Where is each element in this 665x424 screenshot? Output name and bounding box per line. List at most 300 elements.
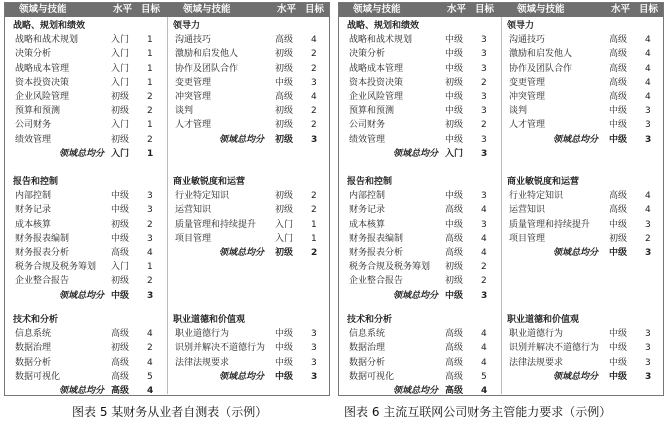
average-target: 3 [311,371,318,382]
skill-target: 2 [481,262,487,273]
left-average-row [5,246,329,260]
average-target: 3 [645,248,652,258]
skill-level: 初级 [111,92,130,102]
skill-level: 高级 [609,92,628,102]
skill-target: 2 [481,120,487,131]
skill-target: 3 [645,106,651,117]
skill-level: 中级 [275,343,294,354]
skill-level: 中级 [609,219,628,230]
skill-name: 运营知识 [175,205,212,216]
skill-target: 2 [311,49,317,60]
left-average-row [5,133,329,147]
skill-level: 高级 [609,63,628,74]
skill-target: 3 [481,219,487,230]
right-header-skill: 领域与技能 [517,4,565,15]
skill-target: 2 [147,343,153,354]
skill-target: 4 [147,357,153,368]
right-section-title: 技术和分析 [347,315,393,325]
skill-name: 谈判 [175,106,194,117]
skill-level: 中级 [275,329,294,340]
skill-level: 高级 [111,357,130,368]
average-level: 入门 [111,148,130,159]
average-label: 领域总均分 [59,290,105,301]
skill-level: 中级 [609,357,628,368]
right-skill-row [339,47,663,61]
skill-name: 法律法规要求 [509,357,564,368]
skill-level: 高级 [609,205,628,216]
skill-name: 冲突管理 [509,92,546,102]
skill-target: 3 [311,343,317,354]
skill-level: 中级 [445,49,464,60]
skill-level: 入门 [111,35,130,46]
right-skill-row [339,218,663,232]
skill-level: 初级 [275,49,294,60]
skill-name: 战略和战术规划 [15,35,79,46]
skill-target: 2 [147,92,153,102]
average-target: 3 [645,134,652,145]
right-skill-row [339,189,663,203]
skill-name: 项目管理 [175,233,212,244]
skill-target: 4 [645,92,651,102]
average-target: 4 [481,386,488,396]
left-average-row [5,147,329,161]
right-section-title: 报告和控制 [347,177,393,187]
skill-name: 运营知识 [509,205,546,216]
skill-target: 3 [311,77,317,88]
average-label: 领域总均分 [553,248,599,258]
skill-name: 变更管理 [509,77,546,88]
skill-name: 财务报表编制 [349,233,404,244]
skill-target: 4 [645,205,651,216]
average-target: 3 [147,290,154,301]
skill-level: 高级 [445,205,464,216]
left-header-skill: 领域与技能 [183,4,231,15]
skill-name: 公司财务 [349,120,386,131]
skill-level: 入门 [111,49,130,60]
skill-level: 中级 [445,219,464,230]
skill-target: 3 [481,35,487,46]
right-average-row [339,384,663,398]
right-average-row [339,133,663,147]
skill-level: 初级 [609,233,628,244]
skill-name: 质量管理和持续提升 [175,219,257,230]
average-level: 初级 [275,248,294,258]
skill-name: 决策分析 [349,49,386,60]
skill-name: 预算和预测 [349,106,395,117]
skill-target: 4 [645,35,651,46]
skill-name: 财务报表编制 [15,233,70,244]
left-skill-row [5,76,329,90]
skill-name: 职业道德行为 [509,329,564,340]
left-section-title: 商业敏锐度和运营 [173,177,246,187]
skill-name: 绩效管理 [349,134,386,145]
skill-target: 2 [311,120,317,131]
skill-name: 协作及团队合作 [175,63,239,74]
skill-target: 2 [311,191,317,202]
average-level: 中级 [111,290,130,301]
left-header [5,3,329,17]
left-skill-row [5,33,329,47]
skill-name: 谈判 [509,106,528,117]
skill-name: 变更管理 [175,77,212,88]
requirements-table [338,2,664,396]
skill-level: 初级 [445,120,464,131]
skill-target: 3 [481,92,487,102]
skill-target: 3 [147,233,153,244]
skill-target: 3 [311,329,317,340]
average-level: 中级 [445,290,464,301]
left-skill-row [5,260,329,274]
skill-target: 3 [147,191,153,202]
skill-level: 入门 [111,120,130,131]
skill-level: 中级 [445,191,464,202]
left-average-row [5,384,329,398]
skill-level: 初级 [445,77,464,88]
left-skill-row [5,274,329,288]
right-skill-row [339,341,663,355]
average-level: 中级 [609,134,628,145]
left-skill-row [5,356,329,370]
skill-target: 2 [147,219,153,230]
skill-target: 1 [311,233,317,244]
skill-level: 高级 [445,233,464,244]
skill-level: 入门 [275,219,294,230]
skill-target: 4 [481,233,487,244]
right-header-level: 水平 [447,4,467,15]
skill-level: 高级 [445,357,464,368]
average-target: 3 [481,290,488,301]
skill-target: 3 [147,205,153,216]
skill-level: 中级 [445,92,464,102]
skill-target: 2 [481,77,487,88]
skill-name: 数据可视化 [349,371,395,382]
skill-level: 初级 [275,120,294,131]
skill-target: 3 [645,120,651,131]
skill-name: 法律法规要求 [175,357,230,368]
skill-name: 人才管理 [509,120,546,131]
skill-name: 项目管理 [509,233,546,244]
average-label: 领域总均分 [393,386,439,396]
skill-name: 信息系统 [15,329,52,340]
skill-level: 初级 [111,343,130,354]
skill-name: 质量管理和持续提升 [509,219,591,230]
caption-right: 图表 6 主流互联网公司财务主管能力要求（示例） [344,405,612,419]
skill-name: 人才管理 [175,120,212,131]
average-label: 领域总均分 [219,134,265,145]
average-target: 3 [645,371,652,382]
right-skill-row [339,327,663,341]
skill-name: 信息系统 [349,329,386,340]
skill-level: 高级 [609,49,628,60]
skill-level: 初级 [275,191,294,202]
left-header-level: 水平 [277,4,297,15]
skill-level: 高级 [445,343,464,354]
skill-name: 数据分析 [349,357,386,368]
skill-level: 初级 [111,106,130,117]
skill-name: 资本投资决策 [349,77,404,88]
skill-target: 2 [147,276,153,287]
average-label: 领域总均分 [393,290,439,301]
skill-level: 初级 [275,106,294,117]
skill-level: 中级 [609,120,628,131]
skill-name: 资本投资决策 [15,77,70,88]
left-skill-row [5,203,329,217]
skill-level: 高级 [275,92,294,102]
right-header-skill: 领域与技能 [353,4,401,15]
skill-level: 中级 [609,106,628,117]
right-skill-row [339,203,663,217]
average-level: 高级 [111,386,130,396]
skill-level: 中级 [275,77,294,88]
skill-level: 中级 [445,35,464,46]
skill-target: 4 [147,248,153,258]
skill-level: 高级 [111,371,130,382]
skill-level: 入门 [275,233,294,244]
skill-name: 行业特定知识 [175,191,230,202]
skill-name: 公司财务 [15,120,52,131]
skill-name: 财务报表分析 [15,248,70,258]
left-skill-row [5,189,329,203]
skill-level: 入门 [111,63,130,74]
skill-level: 高级 [445,371,464,382]
right-section-title: 战略、规划和绩效 [347,21,420,31]
skill-name: 战略成本管理 [15,63,70,74]
skill-level: 初级 [111,276,130,287]
skill-level: 高级 [445,248,464,258]
average-label: 领域总均分 [59,386,105,396]
left-skill-row [5,218,329,232]
right-section-title: 领导力 [507,21,535,31]
skill-name: 财务记录 [349,205,386,216]
skill-target: 2 [147,106,153,117]
average-label: 领域总均分 [59,148,105,159]
right-average-row [339,289,663,303]
skill-target: 4 [481,357,487,368]
left-skill-row [5,232,329,246]
skill-target: 5 [481,371,487,382]
skill-level: 高级 [275,35,294,46]
right-header-level: 水平 [611,4,631,15]
skill-target: 4 [311,35,317,46]
skill-name: 企业整合报告 [349,276,404,287]
left-section-title: 战略、规划和绩效 [13,21,86,31]
skill-name: 绩效管理 [15,134,52,145]
skill-target: 4 [481,205,487,216]
skill-name: 战略成本管理 [349,63,404,74]
skill-level: 中级 [445,63,464,74]
skill-name: 数据可视化 [15,371,61,382]
average-level: 中级 [609,371,628,382]
skill-target: 4 [645,49,651,60]
average-label: 领域总均分 [219,248,265,258]
skill-name: 冲突管理 [175,92,212,102]
skill-target: 4 [645,63,651,74]
skill-name: 数据分析 [15,357,52,368]
right-skill-row [339,260,663,274]
left-header-level: 水平 [113,4,133,15]
skill-name: 识别并解决不道德行为 [509,343,600,354]
right-section-title: 商业敏锐度和运营 [507,177,580,187]
average-level: 入门 [445,148,464,159]
skill-name: 成本核算 [15,219,52,230]
skill-level: 入门 [111,77,130,88]
skill-target: 1 [147,77,153,88]
skill-target: 3 [645,329,651,340]
skill-target: 1 [147,63,153,74]
skill-target: 2 [481,276,487,287]
skill-target: 3 [481,63,487,74]
skill-name: 激励和启发他人 [175,49,239,60]
self-assessment-table [4,2,330,396]
left-header-skill: 领域与技能 [19,4,67,15]
skill-name: 企业整合报告 [15,276,70,287]
skill-target: 5 [147,371,153,382]
right-skill-row [339,274,663,288]
skill-name: 预算和预测 [15,106,61,117]
skill-target: 4 [311,92,317,102]
left-skill-row [5,62,329,76]
skill-target: 1 [311,219,317,230]
skill-level: 高级 [609,191,628,202]
skill-level: 中级 [609,343,628,354]
skill-level: 高级 [111,329,130,340]
right-skill-row [339,356,663,370]
average-label: 领域总均分 [393,148,439,159]
skill-level: 高级 [609,77,628,88]
right-skill-row [339,104,663,118]
skill-name: 沟通技巧 [175,35,212,46]
skill-name: 财务报表分析 [349,248,404,258]
skill-target: 3 [645,343,651,354]
right-header-target: 目标 [639,4,659,15]
skill-target: 3 [481,134,487,145]
left-average-row [5,370,329,384]
average-target: 3 [481,148,488,159]
left-section-title: 技术和分析 [13,315,59,325]
skill-name: 决策分析 [15,49,52,60]
left-skill-row [5,118,329,132]
average-level: 中级 [609,248,628,258]
right-average-row [339,246,663,260]
average-level: 高级 [445,386,464,396]
skill-name: 激励和启发他人 [509,49,573,60]
skill-name: 税务合规及税务筹划 [15,262,97,273]
skill-target: 3 [645,357,651,368]
skill-name: 内部控制 [349,191,386,202]
right-skill-row [339,232,663,246]
average-level: 初级 [275,134,294,145]
skill-name: 行业特定知识 [509,191,564,202]
skill-target: 3 [481,49,487,60]
right-skill-row [339,62,663,76]
skill-level: 入门 [111,262,130,273]
average-label: 领域总均分 [553,371,599,382]
skill-target: 3 [645,219,651,230]
skill-target: 2 [645,233,651,244]
left-section-title: 领导力 [173,21,201,31]
skill-level: 中级 [111,205,130,216]
skill-target: 2 [147,134,153,145]
skill-level: 初级 [275,63,294,74]
skill-level: 中级 [111,191,130,202]
skill-name: 职业道德行为 [175,329,230,340]
skill-target: 2 [311,205,317,216]
skill-name: 数据治理 [349,343,386,354]
left-section-title: 报告和控制 [13,177,59,187]
skill-name: 协作及团队合作 [509,63,573,74]
average-target: 4 [147,386,154,396]
skill-target: 3 [481,106,487,117]
left-skill-row [5,90,329,104]
right-skill-row [339,33,663,47]
skill-level: 高级 [445,329,464,340]
skill-level: 中级 [445,106,464,117]
left-average-row [5,289,329,303]
skill-target: 3 [481,191,487,202]
skill-target: 4 [481,248,487,258]
average-level: 中级 [275,371,294,382]
skill-name: 识别并解决不道德行为 [175,343,266,354]
caption-left: 图表 5 某财务从业者自测表（示例） [72,405,268,419]
skill-target: 1 [147,35,153,46]
right-average-row [339,147,663,161]
right-header [339,3,663,17]
skill-target: 2 [311,106,317,117]
skill-target: 4 [147,329,153,340]
average-label: 领域总均分 [553,134,599,145]
skill-name: 成本核算 [349,219,386,230]
skill-name: 企业风险管理 [15,92,70,102]
right-skill-row [339,118,663,132]
skill-name: 战略和战术规划 [349,35,413,46]
right-average-row [339,370,663,384]
left-skill-row [5,327,329,341]
skill-level: 初级 [111,134,130,145]
skill-level: 初级 [445,262,464,273]
right-skill-row [339,76,663,90]
skill-target: 1 [147,262,153,273]
skill-level: 高级 [609,35,628,46]
skill-target: 4 [481,343,487,354]
left-skill-row [5,47,329,61]
skill-target: 1 [147,120,153,131]
skill-name: 税务合规及税务筹划 [349,262,431,273]
skill-level: 中级 [275,357,294,368]
right-skill-row [339,90,663,104]
skill-target: 3 [311,357,317,368]
average-target: 1 [147,148,154,159]
left-header-target: 目标 [305,4,325,15]
skill-level: 高级 [111,248,130,258]
skill-level: 初级 [275,205,294,216]
skill-name: 沟通技巧 [509,35,546,46]
skill-target: 4 [645,191,651,202]
skill-name: 内部控制 [15,191,52,202]
skill-level: 初级 [111,219,130,230]
average-target: 3 [311,134,318,145]
skill-level: 中级 [609,329,628,340]
right-section-title: 职业道德和价值观 [507,315,580,325]
left-skill-row [5,104,329,118]
average-target: 2 [311,248,318,258]
average-label: 领域总均分 [219,371,265,382]
skill-target: 1 [147,49,153,60]
right-header-target: 目标 [475,4,495,15]
skill-target: 2 [311,63,317,74]
skill-name: 数据治理 [15,343,52,354]
skill-level: 中级 [111,233,130,244]
left-header-target: 目标 [141,4,161,15]
